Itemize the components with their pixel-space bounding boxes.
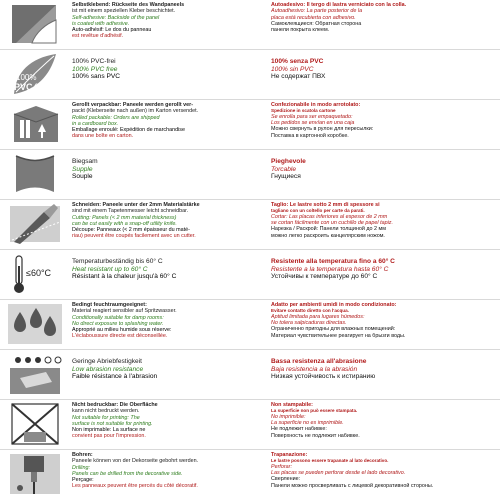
left-text-line: Not suitable for printing: The (72, 414, 140, 421)
row-2-right-text (271, 102, 495, 139)
right-text-line: Bassa resistenza all'abrasione (271, 358, 367, 365)
right-text-line: Cortar: Las placas inferiores al espesor de 2 mm (271, 213, 388, 220)
row-5-right-text (271, 258, 495, 281)
left-text-line: Drilling: (72, 464, 90, 471)
left-text-line: Résistant à la chaleur jusqu'à 60° C (72, 273, 177, 281)
right-text-line: Le lastre possono essere trapanate al lato decorativo. (271, 458, 389, 464)
right-text-line: 100% senza PVC (271, 58, 324, 65)
left-text-line: Les panneaux peuvent être percés du côté décoratif. (72, 483, 198, 490)
right-text-line: Не содержат ПВХ (271, 73, 326, 81)
right-text-line: Устойчивы к температуре до 60° C (271, 273, 378, 281)
left-text-line: ist mit einem speziellen Kleber beschichtet. (72, 8, 176, 15)
right-text-line: Evitare contatto diretto con l'acqua. (271, 308, 349, 314)
left-text-line: Low abrasion resistance (72, 365, 144, 373)
right-text-line: Non stampabile: (271, 402, 313, 408)
no-print-icon (6, 402, 64, 446)
rolled-package-icon (6, 102, 64, 146)
right-text-line: tagliano con un coltello per carte da parati. (271, 208, 365, 214)
left-text-line: packt (Kleberseite nach außen) im Karton versendet. (72, 108, 199, 115)
left-text-line: 100% PVC free (72, 65, 118, 73)
row-6-right-text (271, 302, 495, 339)
right-text-line: Низкая устойчивость к истиранию (271, 373, 376, 381)
left-text-line: Auto-adhésif: Le dos du panneau (72, 27, 152, 34)
right-text-line: Baja resistencia a la abrasión (271, 365, 358, 373)
left-text-line: Paneele können von der Dekorseite gebohrt werden. (72, 458, 199, 465)
left-text-line: surface is not suitable for printing. (72, 420, 153, 427)
thermometer-icon (6, 252, 64, 296)
row-4-left-text (72, 202, 262, 240)
water-drops-icon (6, 302, 64, 346)
row-0-right-text (271, 2, 495, 33)
left-text-line: Non imprimable: La surface ne (72, 427, 146, 434)
right-text-line: Se enrolla para ser empaquetado: (271, 113, 353, 120)
right-text-line: Autoadesivo: Il tergo di lastra verniciato con la colla. (271, 2, 407, 8)
left-text-line: Biegsam (72, 158, 98, 165)
temperature-label: ≤60°C (26, 268, 52, 278)
left-text-line: can be cut easily with a snap-off utility knife. (72, 220, 177, 227)
left-text-line: Souple (72, 173, 93, 181)
row-divider (0, 49, 500, 50)
left-text-line: Cutting: Panels (< 2 mm material thickness) (72, 214, 177, 221)
row-6-left-text (72, 302, 262, 340)
left-text-line: Selbstklebend: Rückseite des Wandpaneels (72, 2, 185, 8)
right-text-line: La superficie no es imprimible. (271, 420, 344, 427)
pvc-leaf-icon (6, 52, 64, 96)
right-text-line: No imprimible: (271, 413, 306, 420)
left-text-line: convient pas pour l'impression. (72, 433, 146, 440)
row-7-right-text (271, 358, 495, 381)
left-text-line: Gerollt verpackbar: Paneele werden gerollt ver- (72, 102, 194, 108)
left-text-line: dans une boîte en carton. (72, 133, 134, 140)
drill-icon (6, 452, 64, 496)
row-0-left-text (72, 2, 262, 40)
left-text-line: Découpe: Panneaux (< 2 mm épaisseur du maté- (72, 227, 190, 234)
right-text-line: Spedizione in scatola cartone (271, 108, 336, 114)
row-divider (0, 299, 500, 300)
left-text-line: is coated with adhesive. (72, 20, 130, 27)
pvc-top-text: 100% (16, 73, 37, 82)
left-text-line: Approprié au milieu humide sous réserve: (72, 327, 172, 334)
right-text-line: Resistente alla temperatura fino a 60° C (271, 258, 395, 265)
row-divider (0, 449, 500, 450)
abrasion-sponge-icon (6, 352, 64, 396)
right-text-line: Нарезка / Раскрой: Панели толщиной до 2 мм (271, 226, 386, 233)
wallpaper-peel-icon (6, 2, 64, 46)
right-text-line: Панели можно просверливать с лицевой декоративной стороны. (271, 482, 434, 489)
right-text-line: Torcable (271, 165, 297, 173)
left-text-line: Self-adhesive: Backside of the panel (72, 14, 160, 21)
left-text-line: in a cardboard box. (72, 120, 119, 127)
left-text-line: Faible résistance à l'abrasion (72, 373, 158, 381)
right-text-line: placa está recubierta con adhesivo. (271, 14, 356, 21)
left-text-line: kann nicht bedruckt werden. (72, 408, 140, 415)
row-7-left-text (72, 358, 262, 381)
right-text-line: Гнущиеся (271, 173, 301, 181)
row-divider (0, 349, 500, 350)
row-divider (0, 199, 500, 200)
row-3-right-text (271, 158, 495, 181)
row-divider (0, 399, 500, 400)
left-text-line: Geringe Abriebfestigkeit (72, 358, 143, 365)
left-text-line: Material reagiert sensibler auf Spritzwasser. (72, 308, 177, 315)
right-text-line: Не подлежит набивке: (271, 426, 327, 433)
right-text-line: Confezionabile in modo arrotolato: (271, 102, 361, 108)
right-text-line: Ограниченно пригодны для влажных помещений: (271, 326, 396, 333)
left-text-line: Nicht bedruckbar: Die Oberfläche (72, 402, 158, 408)
left-text-line: Bohren: (72, 452, 93, 458)
left-text-line: 100% PVC-frei (72, 58, 116, 65)
row-2-left-text (72, 102, 262, 140)
right-text-line: se cortan fácilmente con un cuchillo de papel tapiz. (271, 220, 393, 227)
left-text-line: 100% sans PVC (72, 73, 121, 81)
right-text-line: No tolera salpicaduras directas. (271, 320, 347, 327)
row-8-right-text (271, 402, 495, 439)
right-text-line: Aptitud limitada para lugares húmedos: (271, 313, 365, 320)
right-text-line: Поверхность не подлежит набивке. (271, 432, 360, 439)
right-text-line: можно легко раскроить канцелярским ножом. (271, 232, 385, 239)
left-text-line: Bedingt feuchtraumgeeignet: (72, 302, 147, 308)
left-text-line: No direct exposure to splashing water. (72, 320, 164, 327)
left-text-line: Rolled packable: Orders are shipped (72, 114, 160, 121)
row-9-right-text (271, 452, 495, 489)
right-text-line: 100% sin PVC (271, 65, 314, 73)
row-1-left-text (72, 58, 262, 81)
left-text-line: Panels can be drilled from the decorative side. (72, 470, 183, 477)
right-text-line: Можно свернуть в рулон для пересылки: (271, 126, 374, 133)
left-text-line: Heat resistant up to 60° C (72, 265, 148, 273)
row-5-left-text (72, 258, 262, 281)
row-4-right-text (271, 202, 495, 239)
right-text-line: панели покрыта клеем. (271, 27, 330, 34)
right-text-line: Adatto per ambienti umidi in modo condizionato: (271, 302, 397, 308)
left-text-line: L'éclaboussure directe est déconseillée. (72, 333, 168, 340)
pvc-mid-text: PVC (14, 82, 33, 92)
left-text-line: Conditionally suitable for damp rooms: (72, 314, 164, 321)
right-text-line: Las placas se pueden perforar desde el lado decorativo. (271, 470, 406, 477)
right-text-line: Материал чувствительнее реагирует на брызги воды. (271, 332, 406, 339)
row-1-right-text (271, 58, 495, 81)
left-text-line: riau) peuvent être coupés facilement avec un cutter. (72, 233, 196, 240)
right-text-line: Perforar: (271, 463, 292, 470)
right-text-line: Pieghevole (271, 158, 306, 165)
left-text-line: Temperaturbeständig bis 60° C (72, 258, 163, 265)
curved-panel-icon (6, 152, 64, 196)
left-text-line: Emballage enroulé: Expédition de marchandise (72, 127, 185, 134)
row-divider (0, 149, 500, 150)
pvc-free-text: free (34, 82, 50, 92)
right-text-line: Los pedidos se envían en una caja (271, 120, 355, 127)
right-text-line: Resistente a la temperatura hasta 60° C (271, 265, 389, 273)
right-text-line: La superficie non può essere stampata. (271, 408, 358, 414)
right-text-line: Самоклеящиеся: Обратная сторона (271, 20, 362, 27)
left-text-line: est revêtue d'adhésif. (72, 33, 124, 40)
row-9-left-text (72, 452, 262, 490)
row-8-left-text (72, 402, 262, 440)
right-text-line: Сверление: (271, 476, 301, 483)
right-text-line: Trapanazione: (271, 452, 308, 458)
row-3-left-text (72, 158, 262, 181)
left-text-line: sind mit einem Tapetenmesser leicht schneidbar. (72, 208, 189, 215)
cutter-knife-icon (6, 202, 64, 246)
row-divider (0, 249, 500, 250)
left-text-line: Schneiden: Paneele unter der 2mm Materialstärke (72, 202, 200, 208)
row-divider (0, 99, 500, 100)
right-text-line: Taglio: Le lastre sotto 2 mm di spessore si (271, 202, 380, 208)
right-text-line: Поставка в картонной коробке. (271, 132, 349, 139)
right-text-line: Autoadhesivo: La parte posterior de la (271, 8, 363, 15)
left-text-line: Supple (72, 165, 93, 173)
left-text-line: Perçage: (72, 477, 94, 484)
